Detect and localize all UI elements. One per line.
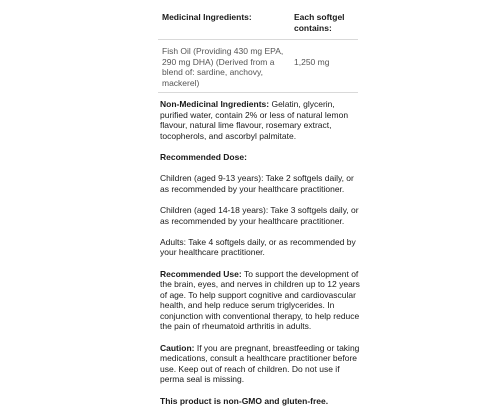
dose-adults: Adults: Take 4 softgels daily, or as recommended by your healthcare practitioner. [160,236,356,258]
amount-cell: 1,250 mg [290,40,358,93]
recommended-use-label: Recommended Use: [160,268,242,279]
product-details [160,99,360,417]
caution-text: If you are pregnant, breastfeeding or taking medications, consult a healthcare practitioner before use. Keep out of reach of children. Do not use if perma seal is missing. [160,342,360,385]
table-row [158,40,358,93]
recommended-dose-heading [160,152,360,163]
non-gmo-note [160,396,360,407]
dose-children-14-18: Children (aged 14-18 years): Take 3 softgels daily, or as recommended by your healthcare practitioner. [160,204,359,226]
dose-heading-label: Recommended Dose: [160,151,247,162]
non-medicinal-ingredients [160,99,360,141]
non-medicinal-text: Gelatin, glycerin, purified water, contain 2% or less of natural lemon flavour, natural lime flavour, rosemary extract, tocopherols, and ascorbyl palmitate. [160,99,349,141]
table-header-row [158,12,358,40]
recommended-use [160,269,360,333]
ingredient-cell: Fish Oil (Providing 430 mg EPA, 290 mg DHA) (Derived from a blend of: sardine, anchovy, mackerel) [158,40,290,93]
recommended-use-text: To support the development of the brain, eyes, and nerves in children up to 12 years of age. To help support cognitive and cardiovascular health, and help reduce serum triglycerides. In conjunction with conventional therapy, to help reduce the pain of rheumatoid arthritis in adults. [160,268,360,332]
medicinal-ingredients-table [158,12,358,93]
dose-children-9-13: Children (aged 9-13 years): Take 2 softgels daily, or as recommended by your healthcare practitioner. [160,173,354,194]
non-medicinal-label: Non-Medicinal Ingredients: [160,99,270,109]
ingredient-column-header: Medicinal Ingredients: [158,12,290,40]
caution-section [160,343,360,385]
non-gmo-text: This product is non-GMO and gluten-free. [160,395,329,406]
amount-column-header: Each softgel contains: [290,12,358,40]
caution-label: Caution: [160,342,195,353]
